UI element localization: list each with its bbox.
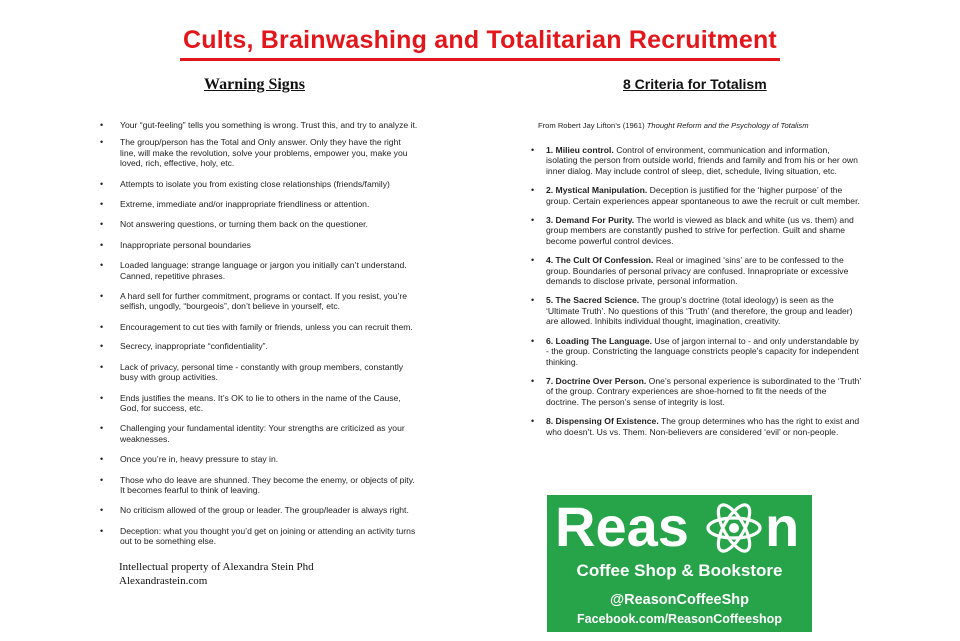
criteria-item: [531, 215, 861, 246]
criteria-item: [531, 376, 861, 407]
logo-word-left: Reas: [555, 495, 689, 558]
criteria-label: 3. Demand For Purity.: [546, 215, 635, 226]
reason-logo: [547, 495, 812, 632]
warning-sign-item: • Deception: what you thought you’d get on joining or attending an activity turns out to be something else.: [100, 526, 418, 547]
criteria-list: [531, 145, 861, 437]
logo-word-right: n: [765, 495, 800, 558]
warning-sign-item: • Ends justifies the means. It’s OK to lie to others in the name of the Cause, God, for success, etc.: [100, 393, 418, 414]
logo-handle: @ReasonCoffeeShp: [609, 592, 750, 608]
credit: [119, 560, 314, 588]
warning-sign-item: • Once you’re in, heavy pressure to stay in.: [100, 454, 418, 464]
warning-sign-item: • Loaded language: strange language or jargon you initially can’t understand. Canned, repetitive phrases.: [100, 260, 418, 281]
warning-sign-item: • Lack of privacy, personal time - constantly with group members, constantly busy with group activities.: [100, 362, 418, 383]
criteria-item: [531, 255, 861, 286]
logo-wordmark: [547, 493, 812, 563]
criteria-text: The group determines who has the right to exist and who doesn’t. Us vs. Them. Non-believers are considered ‘evil’ or non-people.: [546, 416, 860, 437]
warning-signs-list: [100, 120, 418, 547]
criteria-item: [531, 185, 861, 206]
atom-icon: [705, 499, 763, 557]
credit-website: Alexandrastein.com: [119, 575, 208, 587]
criteria-heading: 8 Criteria for Totalism: [623, 76, 767, 92]
page-title: Cults, Brainwashing and Totalitarian Recruitment: [183, 26, 777, 54]
criteria-text: Control of environment, communication and information, isolating the person from outside world, friends and family and from his or her own inner dialog. May include control of sleep, diet, schedule, living situation, etc.: [546, 145, 858, 176]
criteria-item: [531, 336, 861, 367]
criteria-text: Real or imagined ‘sins’ are to be confessed to the group. Boundaries of personal privacy are confused. Innapropriate or excessive demands to disclose private, personal information.: [546, 255, 849, 287]
criteria-label: 8. Dispensing Of Existence.: [546, 416, 659, 427]
logo-facebook: Facebook.com/ReasonCoffeeshop: [577, 612, 782, 626]
logo-subtitle: Coffee Shop & Bookstore: [576, 561, 783, 580]
warning-sign-item: • Secrecy, inappropriate “confidentiality”.: [100, 341, 418, 351]
credit-author: Intellectual property of Alexandra Stein Phd: [119, 561, 314, 573]
criteria-item: [531, 295, 861, 326]
criteria-item: [531, 416, 861, 437]
warning-sign-item: • Extreme, immediate and/or inappropriate friendliness or attention.: [100, 199, 418, 209]
warning-sign-item: • The group/person has the Total and Only answer. Only they have the right line, will make the revolution, solve your problems, empower you, make you loved, rich, effective, holy, etc.: [100, 137, 418, 168]
warning-sign-item: • Challenging your fundamental identity: Your strengths are criticized as your weaknesses.: [100, 423, 418, 444]
criteria-text: One’s personal experience is subordinated to the ‘Truth’ of the group. Contrary experiences are shoe-horned to fit the needs of the doctrine. The person’s sense of integrity is lost.: [546, 375, 861, 407]
warning-sign-item: • A hard sell for further commitment, programs or contact. If you resist, you’re selfish, ungodly, “bourgeois”, don’t believe in yourself, etc.: [100, 291, 418, 312]
warning-signs-heading: Warning Signs: [204, 76, 305, 93]
criteria-label: 6. Loading The Language.: [546, 335, 652, 346]
warning-sign-item: • Inappropriate personal boundaries: [100, 240, 418, 250]
criteria-text: The group’s doctrine (total ideology) is seen as the ‘Ultimate Truth’. No questions of this ‘Truth’ (and therefore, the group and leader) are allowed. Inhibits individual thought, imagination, creativity.: [546, 295, 853, 327]
criteria-label: 7. Doctrine Over Person.: [546, 375, 647, 386]
criteria-text: Deception is justified for the ‘higher purpose’ of the group. Certain experiences appear spontaneous to awe the recruit or cult member.: [546, 185, 860, 206]
warning-sign-item: • Your “gut-feeling” tells you something is wrong. Trust this, and try to analyze it.: [100, 120, 418, 130]
source-prefix: From Robert Jay Lifton’s (1961): [538, 121, 647, 130]
title-underline: [180, 58, 780, 61]
warning-sign-item: • Encouragement to cut ties with family or friends, unless you can recruit them.: [100, 322, 418, 332]
source-citation: [538, 121, 809, 130]
warning-sign-item: • Attempts to isolate you from existing close relationships (friends/family): [100, 179, 418, 189]
warning-sign-item: • Those who do leave are shunned. They become the enemy, or objects of pity. It becomes fearful to think of leaving.: [100, 475, 418, 496]
criteria-text: The world is viewed as black and white (us vs. them) and group members are constantly pushed to strive for perfection. Guilt and shame become powerful control devices.: [546, 215, 854, 246]
criteria-label: 1. Milieu control.: [546, 145, 614, 155]
criteria-label: 5. The Sacred Science.: [546, 295, 640, 306]
criteria-text: Use of jargon internal to - and only understandable by - the group. Constricting the language constricts people’s capacity for independent thinking.: [546, 335, 859, 367]
criteria-label: 2. Mystical Manipulation.: [546, 185, 648, 196]
criteria-label: 4. The Cult Of Confession.: [546, 255, 654, 266]
warning-sign-item: • Not answering questions, or turning them back on the questioner.: [100, 219, 418, 229]
source-book-title: Thought Reform and the Psychology of Totalism: [646, 121, 809, 130]
warning-sign-item: • No criticism allowed of the group or leader. The group/leader is always right.: [100, 505, 418, 515]
criteria-item: [531, 145, 861, 176]
